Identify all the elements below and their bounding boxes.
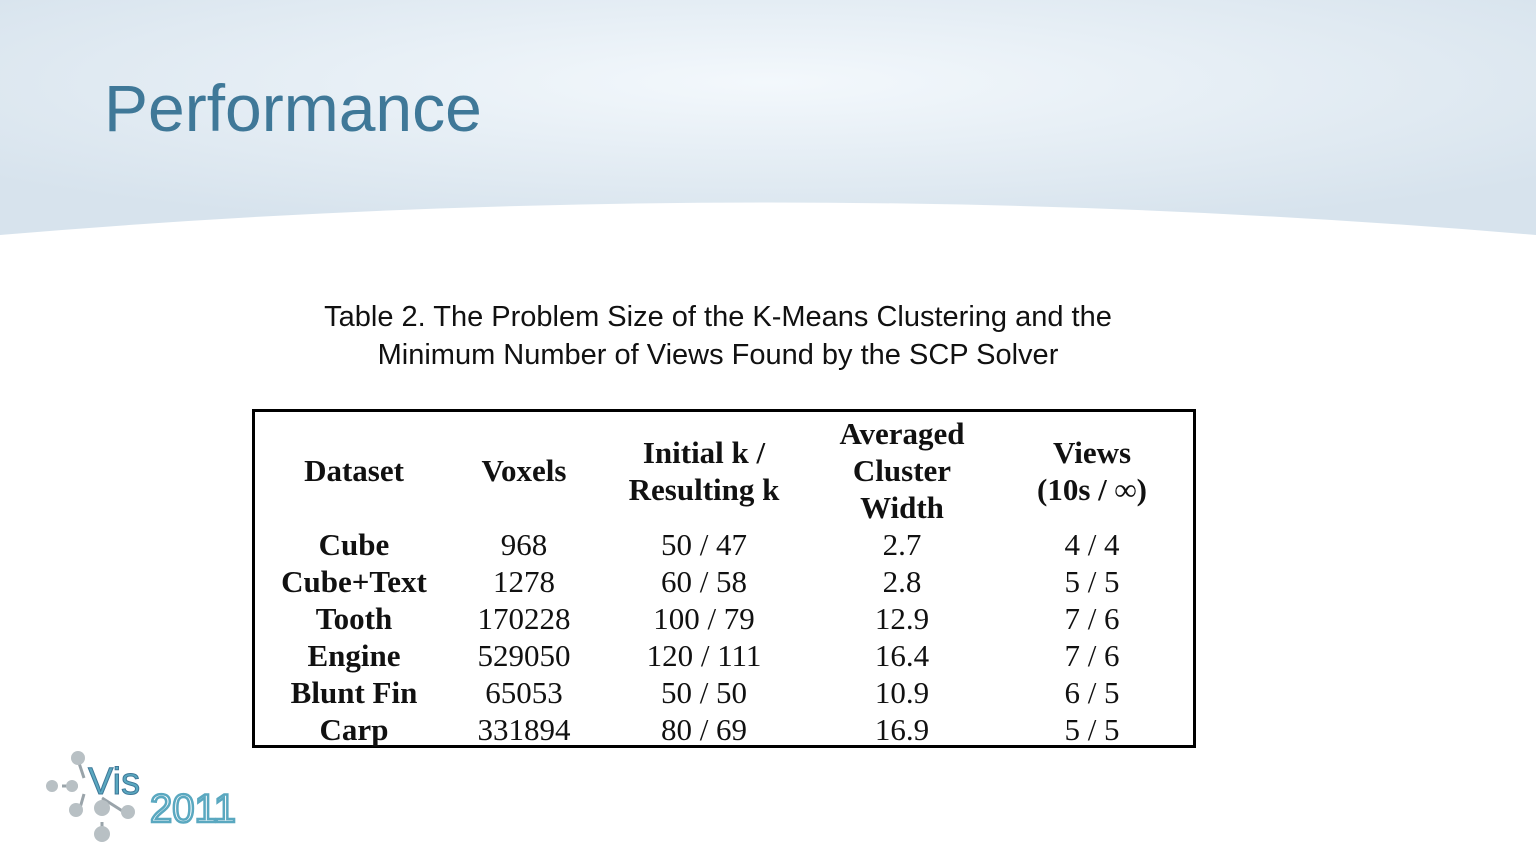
cell-k: 60 / 58: [660, 564, 748, 599]
cell-width: 2.7: [882, 527, 922, 562]
header-dataset: Dataset: [304, 453, 404, 488]
table-row: [255, 600, 1193, 637]
cell-dataset: Carp: [319, 712, 389, 747]
cell-width: 16.4: [874, 638, 930, 673]
cell-voxels: 529050: [477, 638, 571, 673]
table-row: [255, 674, 1193, 711]
cell-dataset: Blunt Fin: [290, 675, 418, 710]
header-averaged-cluster-width: Averaged Cluster Width: [839, 416, 965, 525]
table-caption: [218, 298, 1218, 374]
results-table: [252, 409, 1196, 748]
cell-views: 5 / 5: [1064, 712, 1120, 747]
cell-voxels: 968: [500, 527, 548, 562]
cell-voxels: 65053: [485, 675, 563, 710]
cell-dataset: Cube: [318, 527, 390, 562]
cell-width: 2.8: [882, 564, 922, 599]
table-row: [255, 563, 1193, 600]
table-row: [255, 711, 1193, 748]
cell-dataset: Engine: [307, 638, 401, 673]
cell-views: 5 / 5: [1064, 564, 1120, 599]
table-row: [255, 637, 1193, 674]
cell-views: 7 / 6: [1064, 638, 1120, 673]
cell-views: 4 / 4: [1064, 527, 1120, 562]
header-views: Views (10s / ∞): [1037, 434, 1147, 507]
cell-width: 12.9: [874, 601, 930, 636]
table-header-row: [255, 412, 1193, 529]
cell-voxels: 170228: [477, 601, 571, 636]
cell-width: 16.9: [874, 712, 930, 747]
header-voxels: Voxels: [481, 453, 567, 488]
cell-voxels: 1278: [493, 564, 555, 599]
cell-k: 120 / 111: [646, 638, 762, 673]
cell-k: 50 / 50: [660, 675, 748, 710]
cell-k: 50 / 47: [660, 527, 748, 562]
cell-views: 6 / 5: [1064, 675, 1120, 710]
table-row: [255, 526, 1193, 563]
svg-text:2011: 2011: [150, 787, 237, 831]
cell-width: 10.9: [874, 675, 930, 710]
cell-views: 7 / 6: [1064, 601, 1120, 636]
caption-line-1: Table 2. The Problem Size of the K-Means Clustering and the: [324, 301, 1112, 333]
cell-dataset: Cube+Text: [281, 564, 427, 599]
header-initial-resulting-k: Initial k / Resulting k: [628, 434, 780, 507]
cell-k: 100 / 79: [653, 601, 755, 636]
cell-voxels: 331894: [477, 712, 571, 747]
slide-title: Performance: [104, 71, 482, 145]
caption-line-2: Minimum Number of Views Found by the SCP Solver: [377, 339, 1059, 371]
vis2011-logo: [40, 746, 256, 850]
cell-dataset: Tooth: [315, 601, 393, 636]
svg-text:Vis: Vis: [88, 761, 141, 803]
cell-k: 80 / 69: [660, 712, 748, 747]
